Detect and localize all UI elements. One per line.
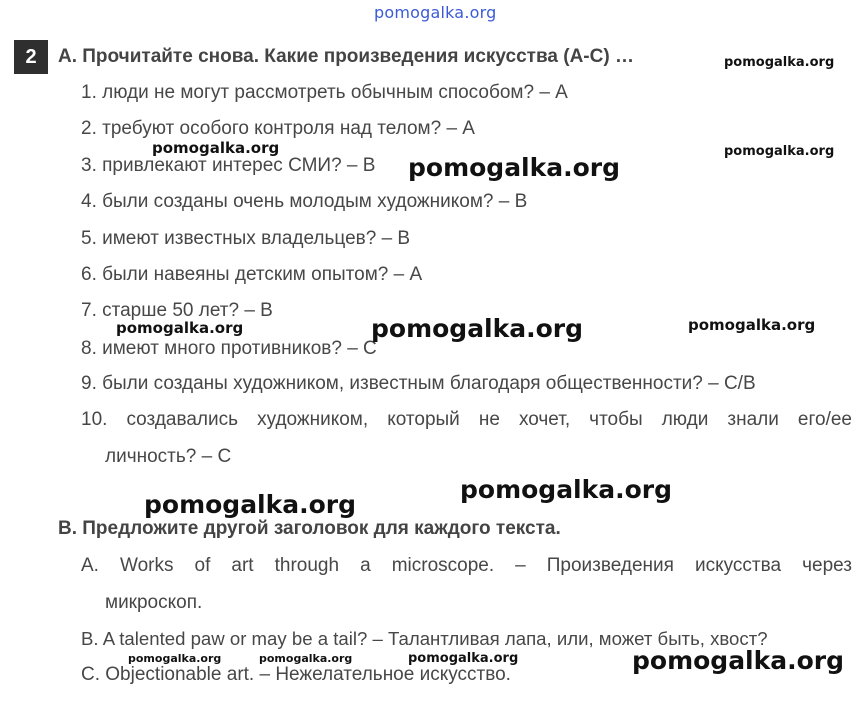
title-item-continuation: микроскоп. bbox=[105, 592, 203, 613]
title-item: B. A talented paw or may be a tail? – Талантливая лапа, или, может быть, хвост? bbox=[81, 628, 768, 649]
exercise-number-badge: 2 bbox=[14, 40, 48, 74]
title-item: C. Objectionable art. – Нежелательное искусство. bbox=[81, 664, 511, 685]
question-item: 3. привлекают интерес СМИ? – B bbox=[81, 155, 376, 176]
question-item: 8. имеют много противников? – C bbox=[81, 338, 377, 359]
watermark: pomogalka.org bbox=[144, 490, 357, 519]
watermark: pomogalka.org bbox=[408, 153, 621, 182]
question-item: 5. имеют известных владельцев? – B bbox=[81, 228, 411, 249]
question-item: 7. старше 50 лет? – B bbox=[81, 300, 273, 321]
question-item: 6. были навеяны детским опытом? – A bbox=[81, 264, 423, 285]
question-item: 1. люди не могут рассмотреть обычным способом? – A bbox=[81, 82, 568, 103]
watermark: pomogalka.org bbox=[128, 652, 222, 665]
question-item: 10. создавались художником, который не хочет, чтобы люди знали его/ее bbox=[81, 409, 852, 430]
watermark: pomogalka.org bbox=[688, 316, 816, 334]
question-item: 4. были созданы очень молодым художником? – B bbox=[81, 191, 528, 212]
watermark: pomogalka.org bbox=[371, 314, 584, 343]
watermark: pomogalka.org bbox=[724, 55, 835, 70]
title-item: A. Works of art through a microscope. – Произведения искусства через bbox=[81, 555, 852, 576]
watermark: pomogalka.org bbox=[408, 651, 519, 666]
site-watermark-top: pomogalka.org bbox=[374, 3, 497, 22]
watermark: pomogalka.org bbox=[116, 319, 244, 337]
watermark: pomogalka.org bbox=[460, 475, 673, 504]
question-item: 9. были созданы художником, известным благодаря общественности? – C/B bbox=[81, 373, 756, 394]
watermark: pomogalka.org bbox=[724, 144, 835, 159]
watermark: pomogalka.org bbox=[632, 646, 845, 675]
watermark: pomogalka.org bbox=[152, 139, 280, 157]
part-b-heading: B. Предложите другой заголовок для каждого текста. bbox=[58, 518, 561, 539]
watermark: pomogalka.org bbox=[259, 652, 353, 665]
part-a-heading: A. Прочитайте снова. Какие произведения искусства (A-C) … bbox=[58, 46, 634, 67]
question-item: 2. требуют особого контроля над телом? – A bbox=[81, 118, 475, 139]
question-item-continuation: личность? – C bbox=[105, 446, 232, 467]
